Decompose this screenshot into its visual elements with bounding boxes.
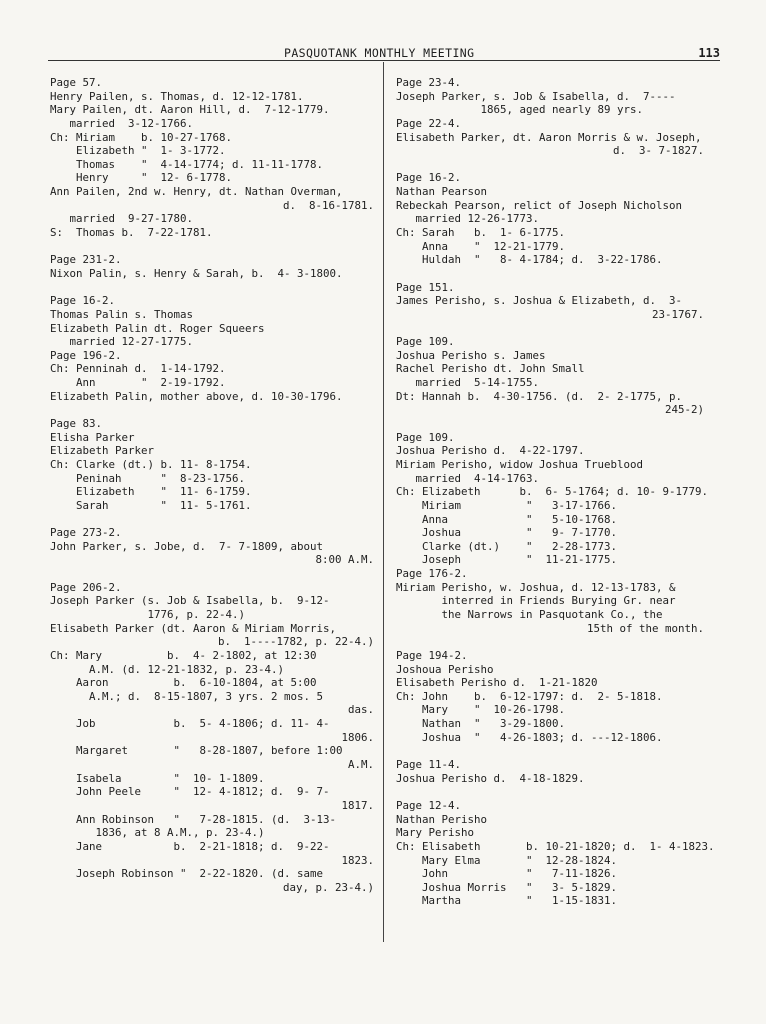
header-rule xyxy=(48,60,720,61)
record-line: married 9-27-1780. xyxy=(50,212,194,226)
record-line: A.M. xyxy=(347,758,374,772)
page-number: 113 xyxy=(698,46,720,60)
record-line: 8:00 A.M. xyxy=(315,553,374,567)
record-line: Joshua Perisho d. 4-22-1797. xyxy=(396,444,585,458)
record-line: 15th of the month. xyxy=(586,621,704,635)
record-line: Page 83. xyxy=(50,417,103,431)
record-line: 1823. xyxy=(341,853,374,867)
record-line: Ann Robinson " 7-28-1815. (d. 3-13- xyxy=(50,812,337,826)
record-line: Ch: Miriam b. 10-27-1768. xyxy=(50,130,233,144)
record-line: Joseph " 11-21-1775. xyxy=(396,553,618,567)
right-column xyxy=(396,76,715,908)
record-line: Rachel Perisho dt. John Small xyxy=(396,362,585,376)
record-line: 1817. xyxy=(341,798,374,812)
record-line: Page 11-4. xyxy=(396,758,462,772)
blank-line xyxy=(396,322,704,336)
record-line: Job b. 5- 4-1806; d. 11- 4- xyxy=(50,717,330,731)
record-line: Aaron b. 6-10-1804, at 5:00 xyxy=(50,676,317,690)
record-line: Henry Pailen, s. Thomas, d. 12-12-1781. xyxy=(50,89,304,103)
record-line: Page 57. xyxy=(50,76,103,89)
record-line: Page 16-2. xyxy=(396,171,462,185)
blank-line xyxy=(396,635,704,649)
record-line: Rebeckah Pearson, relict of Joseph Nicholson xyxy=(396,198,683,212)
record-line: Joshua Perisho s. James xyxy=(396,348,546,362)
record-line: Clarke (dt.) " 2-28-1773. xyxy=(396,539,618,553)
record-line: Nixon Palin, s. Henry & Sarah, b. 4- 3-1800. xyxy=(50,266,343,280)
record-line: interred in Friends Burying Gr. near xyxy=(396,594,676,608)
record-line: Jane b. 2-21-1818; d. 9-22- xyxy=(50,839,330,853)
record-line: Elisabeth Perisho d. 1-21-1820 xyxy=(396,676,598,690)
record-line: Page 109. xyxy=(396,430,455,444)
record-line: Page 23-4. xyxy=(396,76,462,89)
record-line: d. 8-16-1781. xyxy=(282,198,374,212)
record-line: Elisabeth Parker, dt. Aaron Morris & w. Joseph, xyxy=(396,130,702,144)
record-line: Page 231-2. xyxy=(50,253,122,267)
blank-line xyxy=(50,513,374,527)
record-line: John " 7-11-1826. xyxy=(396,867,618,881)
record-line: Elizabeth Palin, mother above, d. 10-30-1796. xyxy=(50,389,343,403)
record-line: 23-1767. xyxy=(651,307,704,321)
column-divider xyxy=(383,62,384,942)
page-header xyxy=(48,44,720,64)
record-line: Page 273-2. xyxy=(50,526,122,540)
record-line: Margaret " 8-28-1807, before 1:00 xyxy=(50,744,343,758)
blank-line xyxy=(396,158,704,172)
page-title: PASQUOTANK MONTHLY MEETING xyxy=(284,46,475,60)
record-line: 1865, aged nearly 89 yrs. xyxy=(396,103,644,117)
record-line: Elizabeth Parker xyxy=(50,444,155,458)
record-line: A.M. (d. 12-21-1832, p. 23-4.) xyxy=(50,662,285,676)
blank-line xyxy=(396,267,704,281)
record-line: Nathan Pearson xyxy=(396,185,488,199)
record-line: Anna " 12-21-1779. xyxy=(396,239,566,253)
record-line: Elizabeth Palin dt. Roger Squeers xyxy=(50,321,265,335)
record-line: Ch: John b. 6-12-1797: d. 2- 5-1818. xyxy=(396,689,663,703)
record-line: Miriam " 3-17-1766. xyxy=(396,498,618,512)
record-line: Peninah " 8-23-1756. xyxy=(50,471,246,485)
record-line: Henry " 12- 6-1778. xyxy=(50,171,233,185)
record-line: married 5-14-1755. xyxy=(396,376,540,390)
record-line: Ch: Clarke (dt.) b. 11- 8-1754. xyxy=(50,457,252,471)
record-line: Mary Pailen, dt. Aaron Hill, d. 7-12-1779. xyxy=(50,103,330,117)
record-line: Mary " 10-26-1798. xyxy=(396,703,566,717)
record-line: Joseph Parker (s. Job & Isabella, b. 9-12- xyxy=(50,594,330,608)
record-line: Ch: Elisabeth b. 10-21-1820; d. 1- 4-1823. xyxy=(396,839,715,853)
record-line: Page 151. xyxy=(396,280,455,294)
record-line: Elisabeth Parker (dt. Aaron & Miriam Morris, xyxy=(50,621,337,635)
record-line: James Perisho, s. Joshua & Elizabeth, d. 3- xyxy=(396,294,683,308)
blank-line xyxy=(396,744,704,758)
record-line: Thomas Palin s. Thomas xyxy=(50,307,194,321)
record-line: Page 16-2. xyxy=(50,294,116,308)
record-line: S: Thomas b. 7-22-1781. xyxy=(50,226,213,240)
blank-line xyxy=(50,403,374,417)
record-line: Joseph Parker, s. Job & Isabella, d. 7---- xyxy=(396,89,676,103)
record-line: Ann " 2-19-1792. xyxy=(50,376,226,390)
record-line: 1806. xyxy=(341,730,374,744)
record-line: Thomas " 4-14-1774; d. 11-11-1778. xyxy=(50,157,324,171)
record-line: 1776, p. 22-4.) xyxy=(50,607,246,621)
record-line: Elizabeth " 11- 6-1759. xyxy=(50,485,252,499)
blank-line xyxy=(50,240,374,254)
record-line: Nathan " 3-29-1800. xyxy=(396,717,566,731)
blank-line xyxy=(396,417,704,431)
record-line: Joshua Morris " 3- 5-1829. xyxy=(396,880,618,894)
record-line: Page 194-2. xyxy=(396,648,468,662)
left-column xyxy=(50,76,374,894)
record-line: Isabela " 10- 1-1809. xyxy=(50,771,265,785)
record-line: Elizabeth " 1- 3-1772. xyxy=(50,144,226,158)
record-line: das. xyxy=(347,703,374,717)
record-line: Miriam Perisho, widow Joshua Trueblood xyxy=(396,457,644,471)
record-line: Ch: Sarah b. 1- 6-1775. xyxy=(396,226,566,240)
record-line: Huldah " 8- 4-1784; d. 3-22-1786. xyxy=(396,253,663,267)
record-line: Martha " 1-15-1831. xyxy=(396,894,618,908)
record-line: Joshoua Perisho xyxy=(396,662,494,676)
record-line: John Peele " 12- 4-1812; d. 9- 7- xyxy=(50,785,330,799)
record-line: day, p. 23-4.) xyxy=(282,880,374,894)
record-line: Page 22-4. xyxy=(396,116,462,130)
record-line: John Parker, s. Jobe, d. 7- 7-1809, about xyxy=(50,539,324,553)
record-line: Joshua " 4-26-1803; d. ---12-1806. xyxy=(396,730,663,744)
record-line: d. 3- 7-1827. xyxy=(612,144,704,158)
record-line: Page 109. xyxy=(396,335,455,349)
record-line: Ann Pailen, 2nd w. Henry, dt. Nathan Overman, xyxy=(50,185,343,199)
record-line: Page 176-2. xyxy=(396,567,468,581)
record-line: married 12-26-1773. xyxy=(396,212,540,226)
record-line: Ch: Penninah d. 1-14-1792. xyxy=(50,362,226,376)
record-line: Page 196-2. xyxy=(50,348,122,362)
blank-line xyxy=(50,567,374,581)
record-line: Anna " 5-10-1768. xyxy=(396,512,618,526)
record-line: married 4-14-1763. xyxy=(396,471,540,485)
record-line: Elisha Parker xyxy=(50,430,135,444)
record-line: Nathan Perisho xyxy=(396,812,488,826)
record-line: Ch: Elizabeth b. 6- 5-1764; d. 10- 9-1779. xyxy=(396,485,709,499)
record-line: married 3-12-1766. xyxy=(50,116,194,130)
record-line: married 12-27-1775. xyxy=(50,335,194,349)
record-line: Dt: Hannah b. 4-30-1756. (d. 2- 2-1775, p. xyxy=(396,389,683,403)
record-line: Joshua " 9- 7-1770. xyxy=(396,526,618,540)
blank-line xyxy=(396,785,704,799)
record-line: Page 206-2. xyxy=(50,580,122,594)
blank-line xyxy=(50,281,374,295)
record-line: A.M.; d. 8-15-1807, 3 yrs. 2 mos. 5 xyxy=(50,689,324,703)
record-line: Sarah " 11- 5-1761. xyxy=(50,498,252,512)
record-line: 245-2) xyxy=(664,403,704,417)
record-line: Miriam Perisho, w. Joshua, d. 12-13-1783, & xyxy=(396,580,676,594)
record-line: Ch: Mary b. 4- 2-1802, at 12:30 xyxy=(50,648,317,662)
record-line: Joseph Robinson " 2-22-1820. (d. same xyxy=(50,867,324,881)
record-line: Joshua Perisho d. 4-18-1829. xyxy=(396,771,585,785)
record-line: Mary Perisho xyxy=(396,826,475,840)
record-line: Mary Elma " 12-28-1824. xyxy=(396,853,618,867)
record-line: the Narrows in Pasquotank Co., the xyxy=(396,607,663,621)
record-line: Page 12-4. xyxy=(396,798,462,812)
record-line: b. 1----1782, p. 22-4.) xyxy=(217,635,374,649)
record-line: 1836, at 8 A.M., p. 23-4.) xyxy=(50,826,265,840)
